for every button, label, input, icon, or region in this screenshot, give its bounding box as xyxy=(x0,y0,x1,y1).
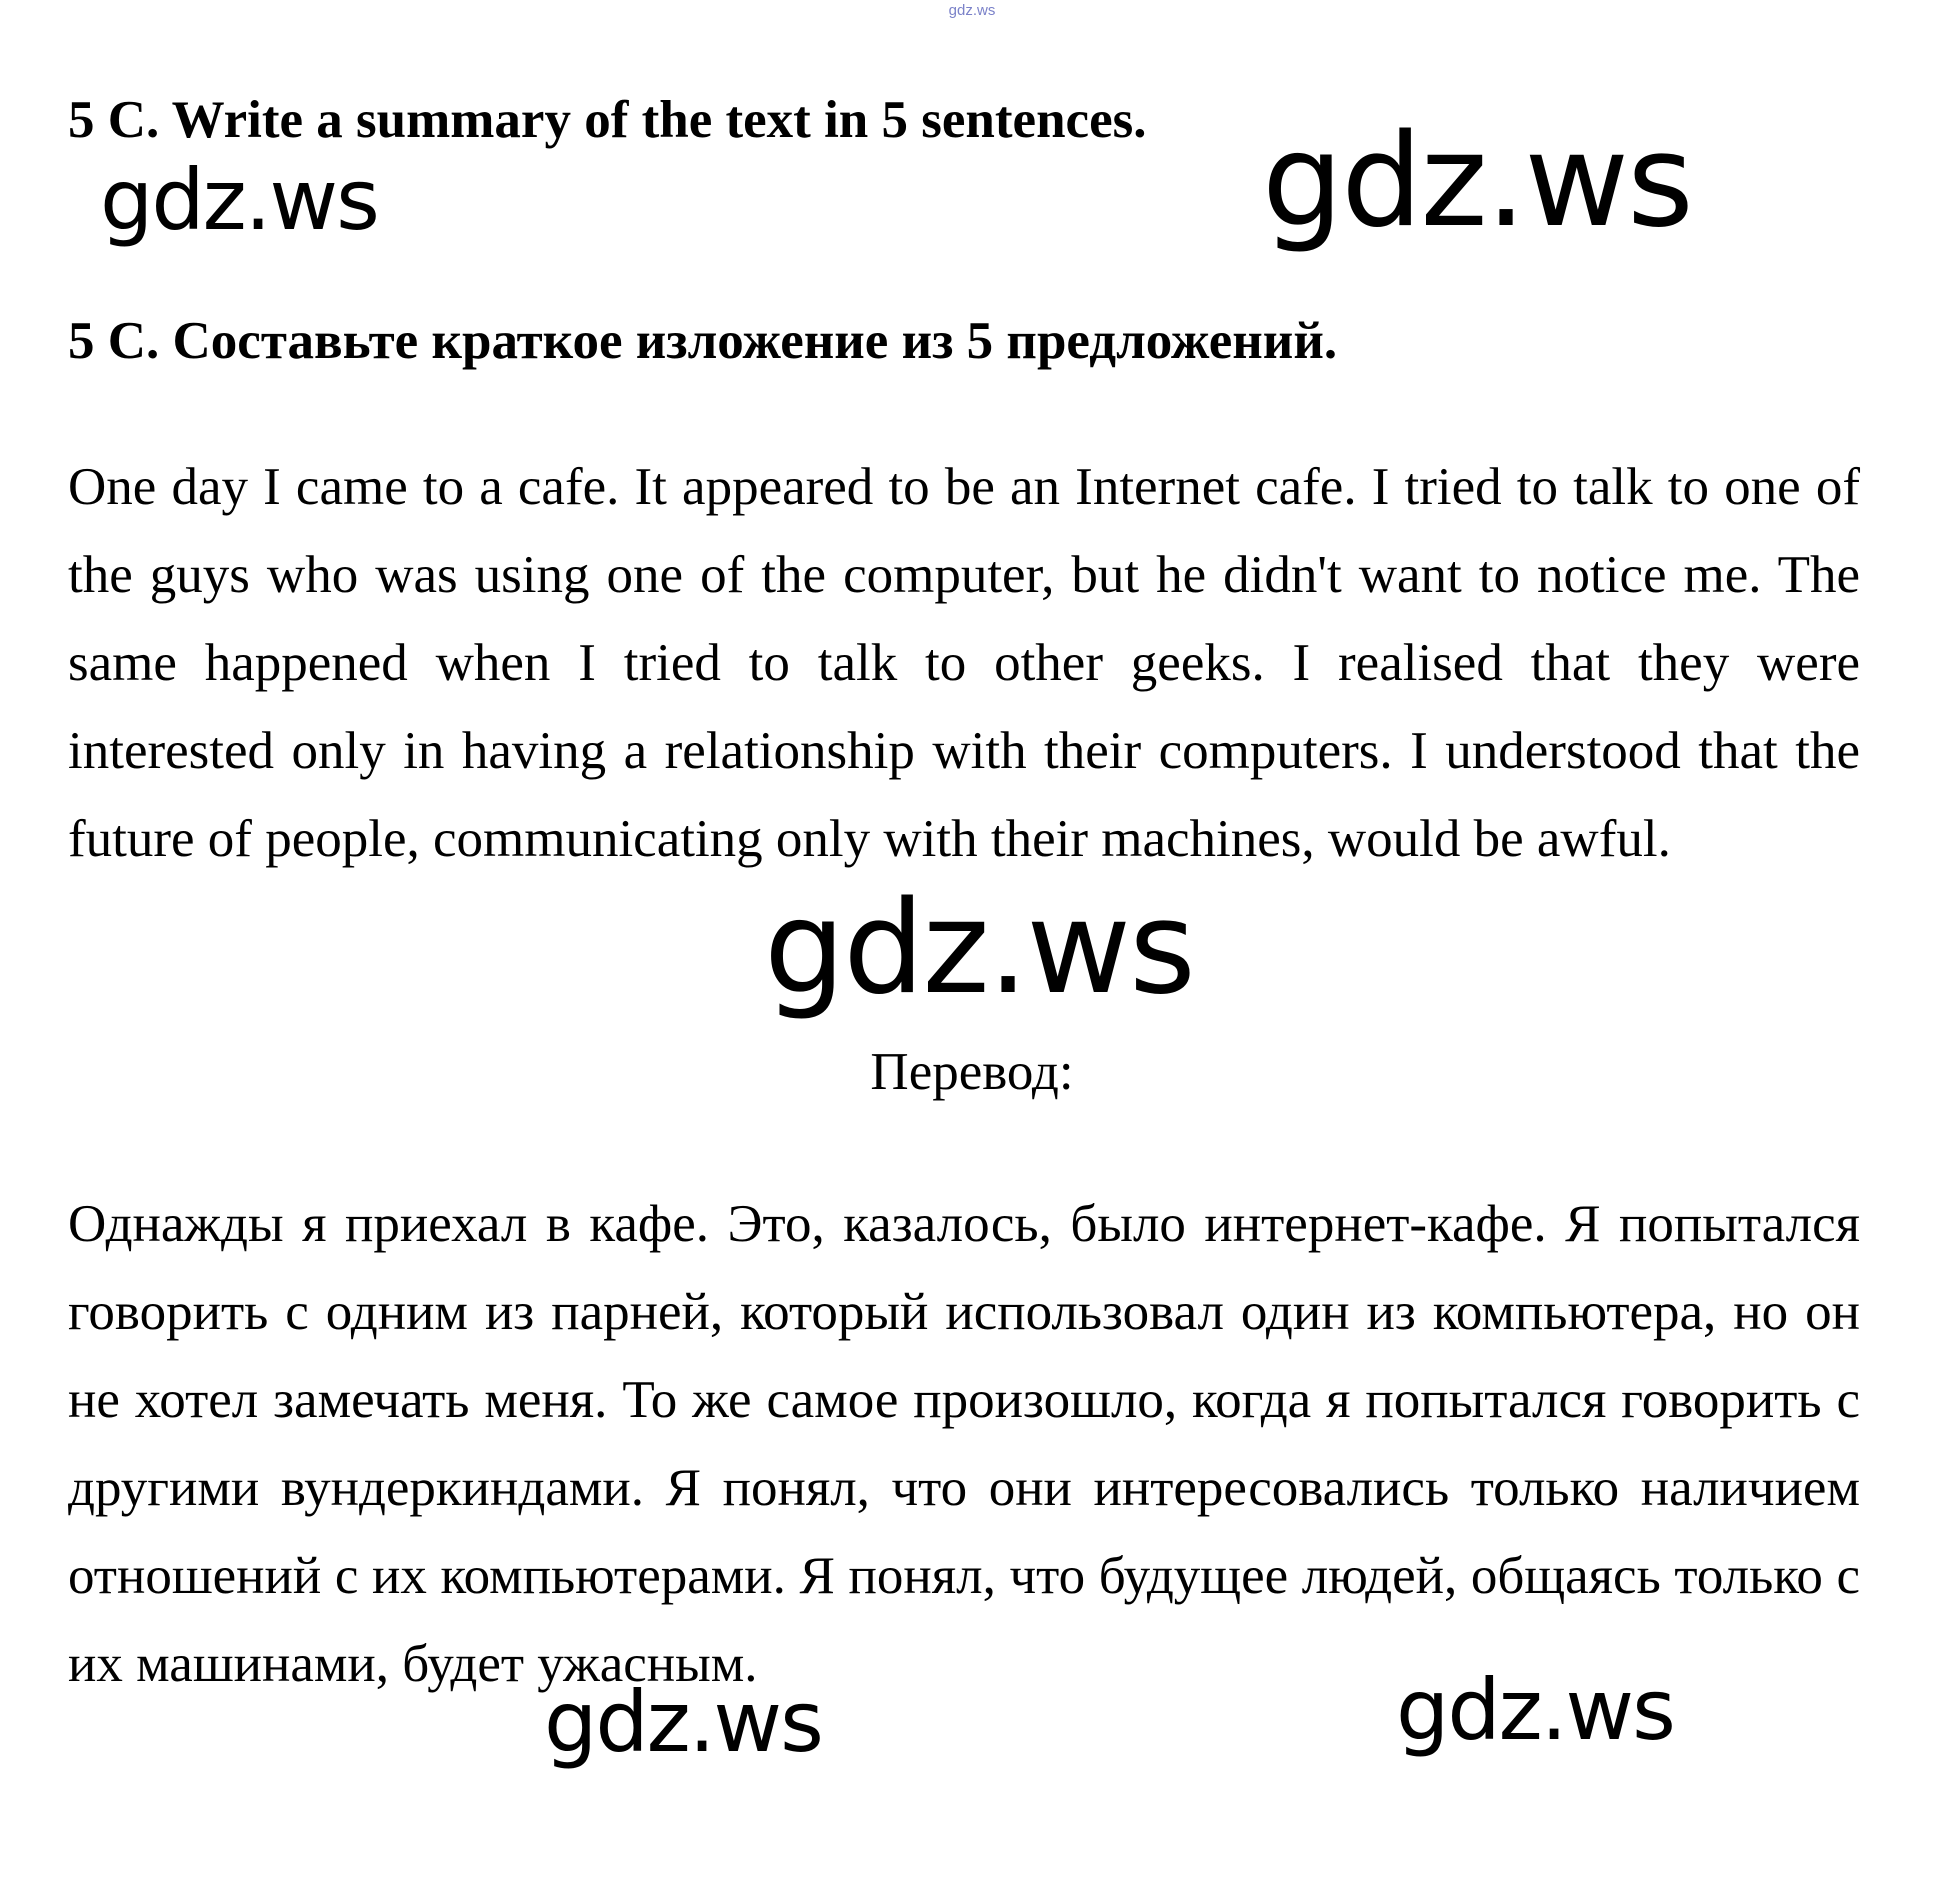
header-site-mark: gdz.ws xyxy=(948,2,996,19)
task-heading-russian: 5 С. Составьте краткое изложение из 5 предложений. xyxy=(68,312,1338,370)
watermark-text: gdz.ws xyxy=(1396,1661,1674,1759)
watermark-text: gdz.ws xyxy=(544,1673,822,1771)
translation-heading: Перевод: xyxy=(870,1043,1074,1101)
task-heading-english: 5 C. Write a summary of the text in 5 sentences. xyxy=(68,91,1147,149)
watermark-text: gdz.ws xyxy=(764,874,1194,1023)
answer-paragraph-russian: Однажды я приехал в кафе. Это, казалось, было интернет-кафе. Я попытался говорить с одним из парней, который использовал один из компьютера, но он не хотел замечать меня. То же самое произошло, когда я попытался говорить с другими вундеркиндами. Я понял, что они интересовались только наличием отношений с их компьютерами. Я понял, что будущее людей, общаясь только с их машинами, будет ужасным. xyxy=(68,1195,1860,1693)
watermark-text: gdz.ws xyxy=(1262,107,1692,256)
watermark-text: gdz.ws xyxy=(100,151,378,249)
answer-paragraph-english: One day I came to a cafe. It appeared to be an Internet cafe. I tried to talk to one of the guys who was using one of the computer, but he didn't want to notice me. The same happened when I tried to talk to other geeks. I realised that they were interested only in having a relationship with their computers. I understood that the future of people, communicating only with their machines, would be awful. xyxy=(68,458,1860,868)
